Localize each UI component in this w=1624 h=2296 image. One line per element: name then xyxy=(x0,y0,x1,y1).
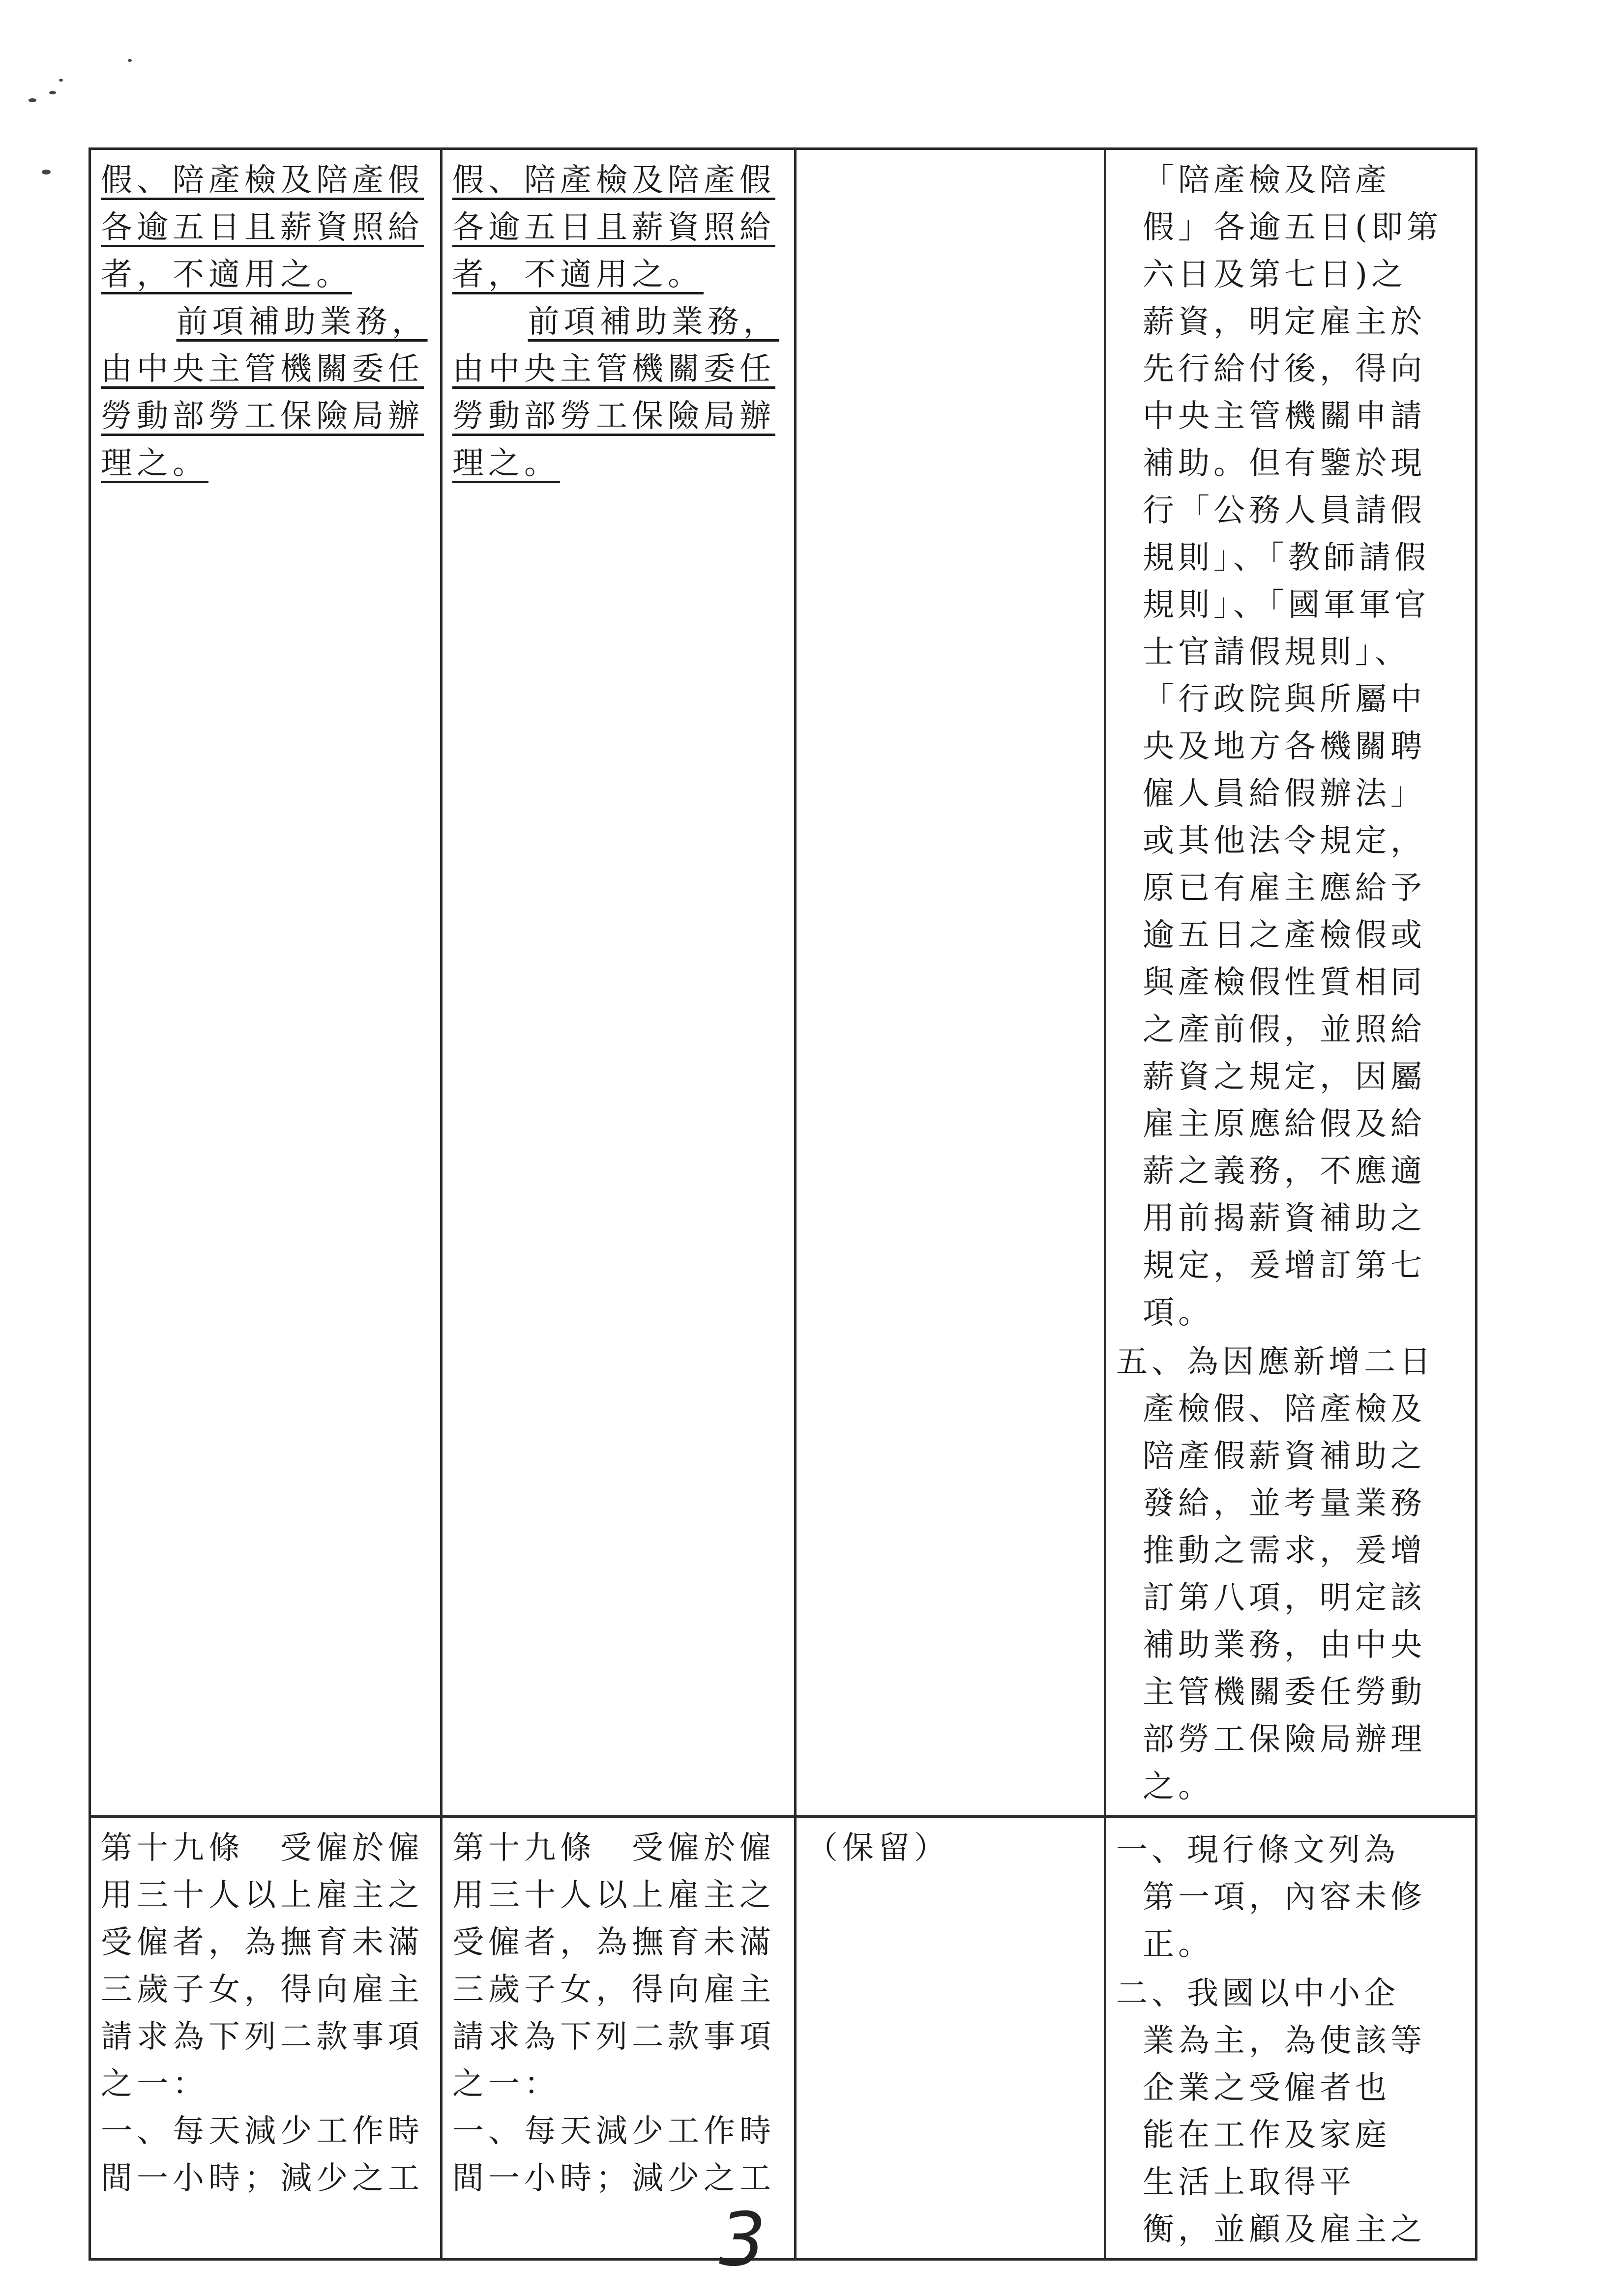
text-line: 之產前假，並照給 xyxy=(1143,1012,1426,1048)
text-line: 項。 xyxy=(1143,1295,1213,1331)
text-line: 原已有雇主應給予 xyxy=(1143,870,1426,906)
text-line: 請求為下列二款事項 xyxy=(452,2019,775,2055)
reserved-label: （保留） xyxy=(806,1830,950,1866)
text-line: 推動之需求，爰增 xyxy=(1143,1533,1426,1569)
text-line: 生活上取得平 xyxy=(1143,2164,1355,2201)
text-line: 間一小時；減少之工 xyxy=(452,2160,775,2197)
text-line: 逾五日之產檢假或 xyxy=(1143,917,1426,954)
explanation-text xyxy=(1116,1827,1465,2253)
text-line: 規則」、「教師請假 xyxy=(1143,540,1430,576)
text-line: 薪資之規定，因屬 xyxy=(1143,1059,1426,1095)
text-line: 士官請假規則」、 xyxy=(1143,634,1410,670)
text-line: 受僱者，為撫育未滿 xyxy=(452,1924,775,1961)
text-line: 衡，並顧及雇主之 xyxy=(1143,2211,1426,2248)
text-line: 三歲子女，得向雇主 xyxy=(101,1972,424,2008)
current-law-cell xyxy=(796,149,1105,1817)
text-line: 主管機關委任勞動 xyxy=(1143,1674,1426,1711)
text-line: 假」各逾五日(即第 xyxy=(1143,209,1442,246)
text-line: 五、為因應新增二日 xyxy=(1116,1344,1435,1380)
text-line: 之。 xyxy=(1143,1769,1213,1805)
text-line: 先行給付後，得向 xyxy=(1143,351,1426,387)
scan-speck xyxy=(49,91,56,94)
text-line: 者，不適用之。 xyxy=(452,257,704,293)
text-line: 前項補助業務， xyxy=(176,304,428,340)
text-line: 產檢假、陪產檢及 xyxy=(1143,1391,1426,1427)
text-line: 僱人員給假辦法」 xyxy=(1143,776,1426,812)
text-line: 六日及第七日)之 xyxy=(1143,257,1407,293)
text-line: 補助業務，由中央 xyxy=(1143,1627,1426,1663)
text-line: 部勞工保險局辦理 xyxy=(1143,1721,1426,1758)
article-19-proposed-text xyxy=(452,1825,784,2202)
proposed-text-cell xyxy=(442,149,796,1817)
scan-speck xyxy=(42,170,51,174)
proposed-text-cell xyxy=(442,1817,796,2260)
text-line: 雇主原應給假及給 xyxy=(1143,1106,1426,1142)
explanation-cell xyxy=(1105,1817,1476,2260)
current-law-cell xyxy=(796,1817,1105,2260)
text-line: 「陪產檢及陪產 xyxy=(1143,162,1390,199)
text-line: 薪資，明定雇主於 xyxy=(1143,304,1426,340)
amendment-comparison-table xyxy=(89,147,1477,2261)
text-line: 企業之受僱者也 xyxy=(1143,2070,1390,2106)
text-line: 發給，並考量業務 xyxy=(1143,1485,1426,1522)
page-number: 3 xyxy=(719,2197,766,2283)
text-line: 請求為下列二款事項 xyxy=(101,2019,424,2055)
text-line: 各逾五日且薪資照給 xyxy=(101,209,424,246)
table-row xyxy=(90,1817,1476,2260)
text-line: 者，不適用之。 xyxy=(101,257,352,293)
text-line: 前項補助業務， xyxy=(528,304,779,340)
text-line: 規則」、「國軍軍官 xyxy=(1143,587,1430,623)
text-line: 三歲子女，得向雇主 xyxy=(452,1972,775,2008)
text-line: 假、陪產檢及陪產假 xyxy=(452,162,775,199)
amended-text-cell xyxy=(90,1817,442,2260)
explanation-cell xyxy=(1105,149,1476,1817)
article-19-amended-text xyxy=(101,1825,430,2202)
text-line: 由中央主管機關委任 xyxy=(101,351,424,387)
text-line: 央及地方各機關聘 xyxy=(1143,728,1426,765)
text-line: 理之。 xyxy=(101,445,208,482)
table-row xyxy=(90,149,1476,1817)
text-line: 一、現行條文列為 xyxy=(1116,1832,1399,1868)
text-line: 能在工作及家庭 xyxy=(1143,2117,1390,2153)
text-line: 中央主管機關申請 xyxy=(1143,398,1426,435)
text-line: 之一： xyxy=(452,2066,560,2102)
text-line: 用三十人以上雇主之 xyxy=(452,1877,775,1914)
text-line: 第十九條 受僱於僱 xyxy=(452,1830,775,1866)
scan-speck xyxy=(128,59,132,62)
text-line: 規定，爰增訂第七 xyxy=(1143,1248,1426,1284)
text-line: 行「公務人員請假 xyxy=(1143,493,1426,529)
text-line: 訂第八項，明定該 xyxy=(1143,1580,1426,1616)
text-line: 用前揭薪資補助之 xyxy=(1143,1200,1426,1237)
text-line: 假、陪產檢及陪產假 xyxy=(101,162,424,199)
text-line: 理之。 xyxy=(452,445,560,482)
text-line: 勞動部勞工保險局辦 xyxy=(101,398,424,435)
text-line: 正。 xyxy=(1143,1926,1213,1963)
text-line: 業為主，為使該等 xyxy=(1143,2023,1426,2059)
text-line: 第一項，內容未修 xyxy=(1143,1879,1426,1916)
text-line: 間一小時；減少之工 xyxy=(101,2160,424,2197)
amended-text-cell xyxy=(90,149,442,1817)
scan-speck xyxy=(29,98,36,102)
text-line: 一、每天減少工作時 xyxy=(101,2113,424,2150)
text-line: 用三十人以上雇主之 xyxy=(101,1877,424,1914)
text-line: 或其他法令規定， xyxy=(1143,823,1426,859)
text-line: 第十九條 受僱於僱 xyxy=(101,1830,424,1866)
text-line: 勞動部勞工保險局辦 xyxy=(452,398,775,435)
text-line: 一、每天減少工作時 xyxy=(452,2113,775,2150)
text-line: 各逾五日且薪資照給 xyxy=(452,209,775,246)
text-line: 補助。但有鑒於現 xyxy=(1143,445,1426,482)
text-line: 受僱者，為撫育未滿 xyxy=(101,1924,424,1961)
text-line: 「行政院與所屬中 xyxy=(1143,681,1426,718)
text-line: 由中央主管機關委任 xyxy=(452,351,775,387)
text-line: 薪之義務，不應適 xyxy=(1143,1153,1426,1190)
text-line: 與產檢假性質相同 xyxy=(1143,964,1426,1001)
explanation-text xyxy=(1116,157,1465,1810)
scan-speck xyxy=(59,79,63,82)
text-line: 陪產假薪資補助之 xyxy=(1143,1438,1426,1475)
text-line: 之一： xyxy=(101,2066,208,2102)
text-line: 二、我國以中小企 xyxy=(1116,1976,1399,2012)
